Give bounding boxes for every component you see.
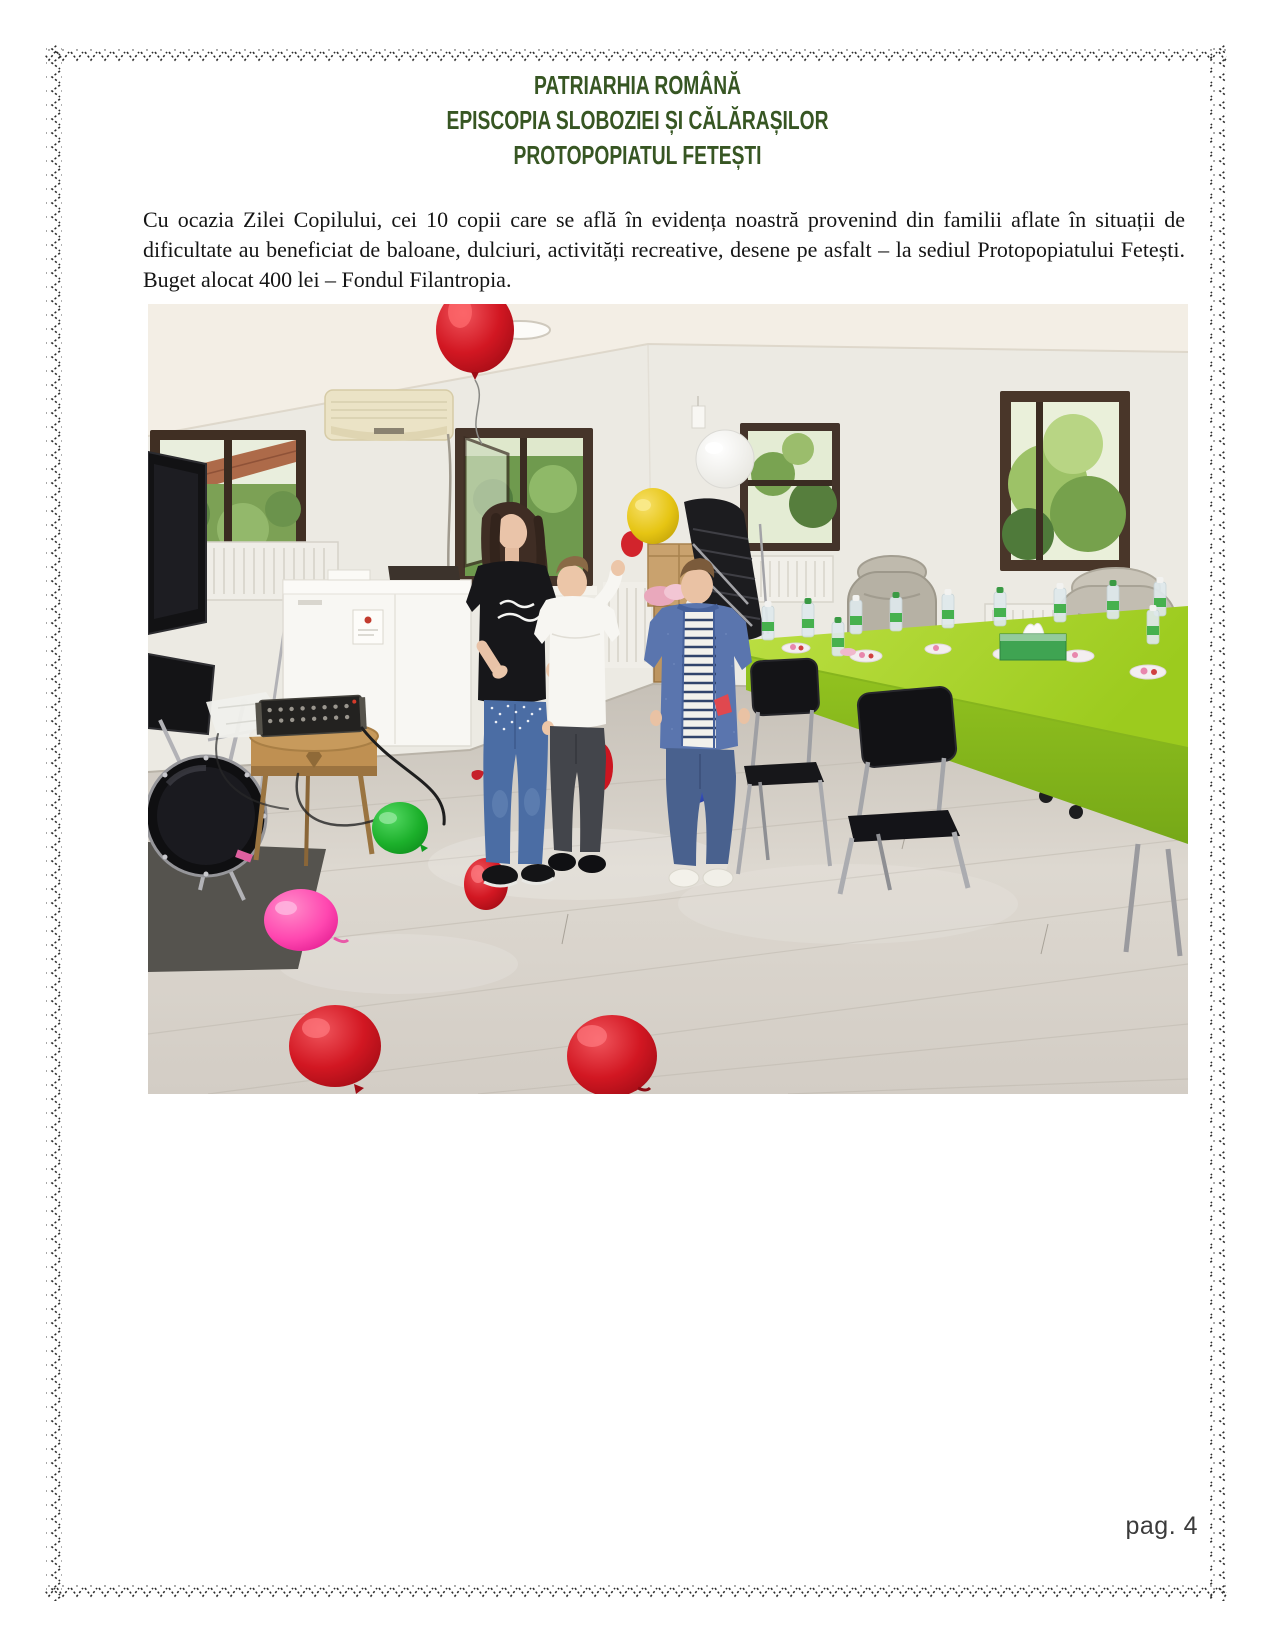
header-line-3: PROTOPOPIATUL FETEȘTI xyxy=(513,140,762,170)
radiator-center xyxy=(745,556,833,602)
balloon-red-bottom-center xyxy=(567,1015,657,1094)
header-line-1: PATRIARHIA ROMÂNĂ xyxy=(534,70,741,100)
page-number: pag. 4 xyxy=(1125,1512,1198,1540)
window-right xyxy=(1000,391,1130,571)
body-paragraph: Cu ocazia Zilei Copilului, cei 10 copii care se află în evidența noastră provenind din familii aflate în situații de dificultate au beneficiat de baloane, dulciuri, activități recreative, desene pe asfalt – la sediul Protopopiatului Fetești. Buget alocat 400 lei – Fondul Filantropia. xyxy=(143,207,1185,292)
tv-monitor xyxy=(148,452,206,634)
balloon-green xyxy=(372,802,428,854)
audio-mixer xyxy=(255,695,367,737)
header-line-2: EPISCOPIA SLOBOZIEI ȘI CĂLĂRAȘILOR xyxy=(446,105,829,135)
photo xyxy=(148,304,1188,1094)
window-center-right xyxy=(740,423,840,551)
balloon-yellow xyxy=(627,488,679,544)
document-header xyxy=(0,68,1275,173)
balloon-white xyxy=(696,430,754,488)
